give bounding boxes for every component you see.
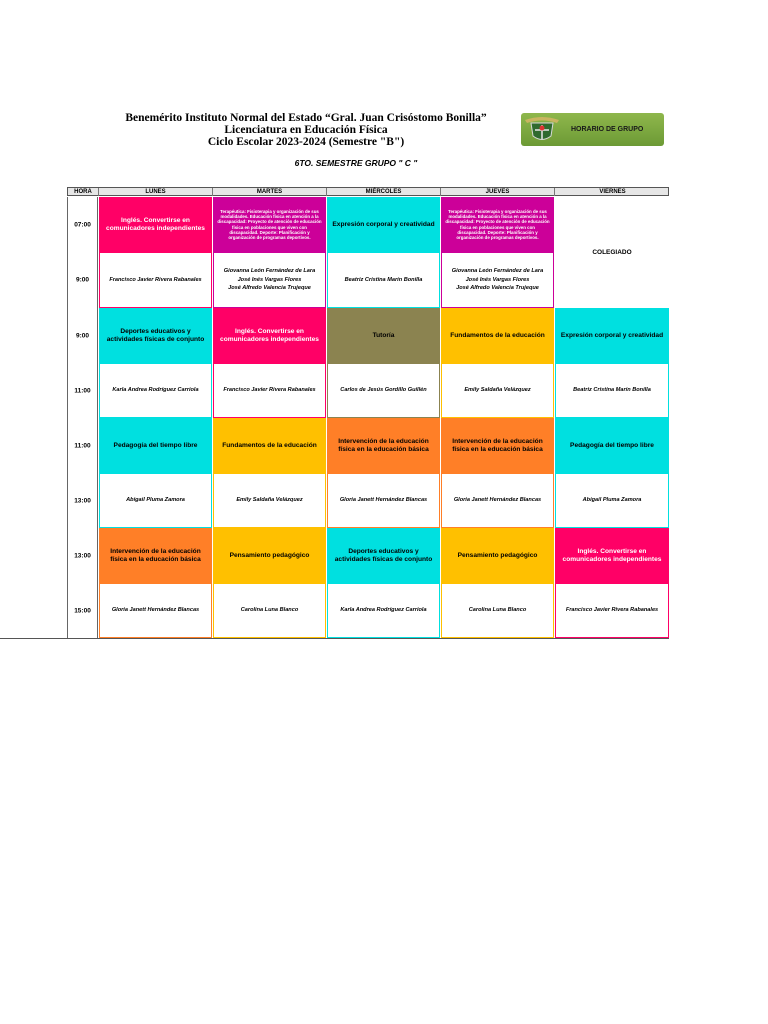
institution-logo-icon <box>523 114 561 144</box>
teacher-cell: Emily Saldaña Velázquez <box>441 363 554 418</box>
subject-cell: Intervención de la educación física en la educación básica <box>99 528 212 583</box>
time-slot: 11:00 <box>67 363 98 418</box>
teacher-cell: Abigail Pluma Zamora <box>99 473 212 528</box>
column-header-miercoles: MIÉRCOLES <box>327 188 441 196</box>
school-cycle: Ciclo Escolar 2023-2024 (Semestre "B") <box>207 136 405 148</box>
teacher-cell: Giovanna León Fernández de Lara José Inés Vargas Flores José Alfredo Valencia Trujeque <box>441 252 554 308</box>
teacher-cell: Gloria Janett Hernández Blancas <box>441 473 554 528</box>
teacher-cell: Beatriz Cristina Marín Bonilla <box>327 252 440 308</box>
time-slot: 13:00 <box>67 473 98 528</box>
subject-cell: Intervención de la educación física en la educación básica <box>327 418 440 473</box>
subject-cell: Fundamentos de la educación <box>213 418 326 473</box>
teacher-cell: Beatriz Cristina Marín Bonilla <box>555 363 669 418</box>
subject-cell: Tutoría <box>327 308 440 363</box>
column-header-hora: HORA <box>68 188 99 196</box>
column-header-lunes: LUNES <box>99 188 213 196</box>
colegiado-cell: COLEGIADO <box>555 197 669 307</box>
subject-cell: Inglés. Convertirse en comunicadores independientes <box>99 197 212 252</box>
teacher-cell: Abigail Pluma Zamora <box>555 473 669 528</box>
time-slot: 15:00 <box>67 583 98 638</box>
teacher-cell: Giovanna León Fernández de Lara José Inés Vargas Flores José Alfredo Valencia Trujeque <box>213 252 326 308</box>
teacher-cell: Karla Andrea Rodríguez Carriola <box>327 583 440 638</box>
institution-name: Benemérito Instituto Normal del Estado “Gral. Juan Crisóstomo Bonilla” <box>125 112 487 124</box>
subject-cell: Pedagogía del tiempo libre <box>555 418 669 473</box>
time-slot: 07:00 <box>67 197 98 252</box>
schedule-table <box>67 187 669 639</box>
subject-cell: Pensamiento pedagógico <box>441 528 554 583</box>
subject-cell: Inglés. Convertirse en comunicadores independientes <box>555 528 669 583</box>
subject-cell: Terapéutica: Fisioterapia y organización de sus modalidades. Educación física en atención a la discapacidad: Proyecto de atención de educación física en poblaciones que viven con discapacidad. Deporte: Planificación y organización de programas deportivos. <box>213 197 326 252</box>
subject-cell: Intervención de la educación física en la educación básica <box>441 418 554 473</box>
subject-cell: Pedagogía del tiempo libre <box>99 418 212 473</box>
table-bottom-border <box>0 638 669 640</box>
schedule-badge <box>521 113 664 146</box>
teacher-cell: Gloria Janett Hernández Blancas <box>327 473 440 528</box>
column-header-martes: MARTES <box>213 188 327 196</box>
time-slot: 13:00 <box>67 528 98 583</box>
subject-cell: Deportes educativos y actividades físicas de conjunto <box>327 528 440 583</box>
subject-cell: Inglés. Convertirse en comunicadores independientes <box>213 308 326 363</box>
subject-cell: Deportes educativos y actividades físicas de conjunto <box>99 308 212 363</box>
teacher-cell: Emily Saldaña Velázquez <box>213 473 326 528</box>
subject-cell: Fundamentos de la educación <box>441 308 554 363</box>
column-header-viernes: VIERNES <box>599 189 626 195</box>
teacher-cell: Carolina Luna Blanco <box>441 583 554 638</box>
teacher-cell: Francisco Javier Rivera Rabanales <box>99 252 212 308</box>
group-title: 6TO. SEMESTRE GRUPO " C " <box>294 158 418 168</box>
subject-cell: Expresión corporal y creatividad <box>555 308 669 363</box>
teacher-cell: Gloria Janett Hernández Blancas <box>99 583 212 638</box>
teacher-cell: Carolina Luna Blanco <box>213 583 326 638</box>
teacher-cell: Francisco Javier Rivera Rabanales <box>213 363 326 418</box>
time-slot: 11:00 <box>67 418 98 473</box>
header-row <box>67 187 669 196</box>
subject-cell: Expresión corporal y creatividad <box>327 197 440 252</box>
badge-label: HORARIO DE GRUPO <box>571 126 644 133</box>
degree-name: Licenciatura en Educación Física <box>224 124 388 136</box>
teacher-cell: Carlos de Jesús Gordillo Guillén <box>327 363 440 418</box>
column-header-jueves: JUEVES <box>441 188 555 196</box>
teacher-cell: Francisco Javier Rivera Rabanales <box>555 583 669 638</box>
teacher-cell: Karla Andrea Rodríguez Carriola <box>99 363 212 418</box>
subject-cell: Terapéutica: Fisioterapia y organización de sus modalidades. Educación física en atención a la discapacidad: Proyecto de atención de educación física en poblaciones que viven con discapacidad. Deporte: Planificación y organización de programas deportivos. <box>441 197 554 252</box>
subject-cell: Pensamiento pedagógico <box>213 528 326 583</box>
time-slot: 9:00 <box>67 308 98 363</box>
time-slot: 9:00 <box>67 252 98 308</box>
